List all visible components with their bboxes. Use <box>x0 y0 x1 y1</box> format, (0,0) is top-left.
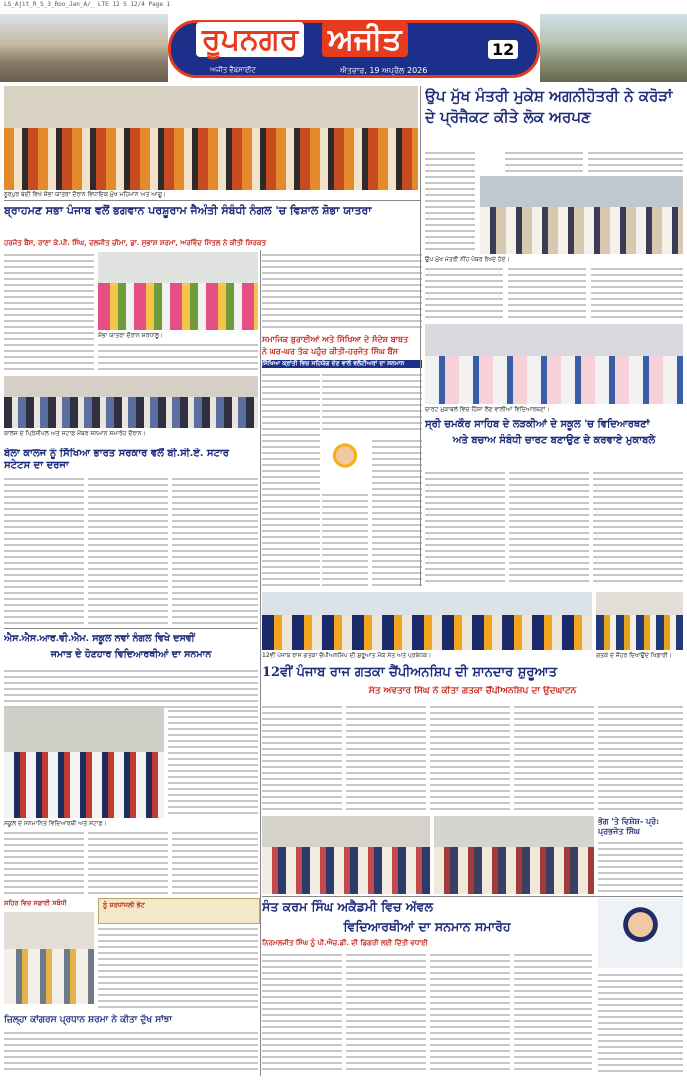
masthead-right-photo <box>540 14 687 82</box>
masthead-title-paper: ਅਜੀਤ <box>322 22 408 57</box>
article-text <box>346 704 426 810</box>
headline-bains-2: ਨੇ ਘਰ-ਘਰ ਤੱਕ ਪਹੁੰਚ ਕੀਤੀ-ਹਰਜੋਤ ਸਿੰਘ ਬੈਂਸ <box>262 346 398 356</box>
chart-caption: ਚਾਰਟ ਮੁਕਾਬਲੇ ਵਿਚ ਹਿੱਸਾ ਲੈਣ ਵਾਲੀਆਂ ਵਿਦਿਆਰਥਣਾਂ। <box>425 406 550 413</box>
academy-photo-left <box>262 816 430 894</box>
notice-box <box>98 898 260 924</box>
subhead-gatka: ਸੰਤ ਅਵਤਾਰ ਸਿੰਘ ਨੇ ਕੀਤਾ ਗਤਕਾ ਚੈਂਪੀਅਨਸ਼ਿਪ ਦਾ ਉਦਘਾਟਨ <box>368 686 577 696</box>
gatka-caption: 12ਵੀਂ ਪੰਜਾਬ ਰਾਜ ਗਤਕਾ ਚੈਂਪੀਅਨਸ਼ਿਪ ਦੀ ਸ਼ੁਰੂਆਤ ਮੌਕੇ ਸੰਤ ਅਤੇ ਪ੍ਰਬੰਧਕ। <box>262 652 432 659</box>
article-text <box>262 704 342 810</box>
print-slug: LS_Ajit_R_S_3_Roo_Jan_A/_ LTE 12 S 12/4 Page 1 <box>4 1 171 8</box>
article-text <box>514 952 592 1074</box>
headline-girls-school-2: ਅਤੇ ਬਚਾਅ ਸੰਬੰਧੀ ਚਾਰਟ ਬਣਾਉਣ ਦੇ ਕਰਵਾਏ ਮੁਕਾਬਲੇ <box>452 435 656 446</box>
article-text <box>172 476 258 626</box>
procession-caption: ਸ਼ੋਭਾ ਯਾਤਰਾ ਦੌਰਾਨ ਸ਼ਰਧਾਲੂ। <box>98 332 163 339</box>
notice-box-title: ਨੂੰ ਸ਼ਰਧਾਂਜਲੀ ਭੇਟ <box>103 901 145 909</box>
headline-dcm: ਉਪ ਮੁੱਖ ਮੰਤਰੀ ਮੁਕੇਸ਼ ਅਗਨੀਹੋਤਰੀ ਨੇ ਕਰੋੜਾਂ ਦੇ ਪ੍ਰੋਜੈਕਟ ਕੀਤੇ ਲੋਕ ਅਰਪਣ <box>425 87 673 126</box>
section-rule <box>4 628 258 629</box>
headline-condolence: ਜ਼ਿਲ੍ਹਾ ਕਾਂਗਰਸ ਪ੍ਰਧਾਨ ਸ਼ਰਮਾ ਨੇ ਕੀਤਾ ਦੁੱਖ ਸਾਂਝਾ <box>4 1015 172 1025</box>
headline-girls-school: ਸ੍ਰੀ ਚਮਕੌਰ ਸਾਹਿਬ ਦੇ ਲੜਕੀਆਂ ਦੇ ਸਕੂਲ 'ਚ ਵਿਦਿਆਰਥਣਾਂ <box>425 419 650 430</box>
top-photo <box>4 86 418 190</box>
ssrvm-photo <box>4 708 164 818</box>
article-text <box>425 470 505 586</box>
article-text <box>4 252 94 372</box>
masthead-subtitle: ਅਜੀਤ ਵੈੱਬਸਾਈਟ <box>210 66 256 74</box>
masthead-left-photo <box>0 14 168 82</box>
article-text <box>98 926 258 1012</box>
article-text <box>262 252 422 330</box>
print-footer <box>0 1080 687 1089</box>
dcm-photo <box>480 176 683 254</box>
page-number: 12 <box>488 40 518 59</box>
article-text <box>262 952 342 1074</box>
headline-ssrvm: ਐਸ.ਐਸ.ਆਰ.ਵੀ.ਐਮ. ਸਕੂਲ ਨਵਾਂ ਨੰਗਲ ਵਿਖੇ ਦਸਵੀਂ <box>4 633 195 644</box>
procession-photo <box>98 252 258 330</box>
ssrvm-caption: ਸਕੂਲ ਦੇ ਸਨਮਾਨਿਤ ਵਿਦਿਆਰਥੀ ਅਤੇ ਸਟਾਫ਼। <box>4 820 107 827</box>
article-text <box>346 952 426 1074</box>
article-text <box>509 470 589 586</box>
article-text <box>4 1030 258 1074</box>
headline-bhog: ਭੋਗ 'ਤੇ ਵਿਸ਼ੇਸ਼- ਪ੍ਰੋ: ਪ੍ਰਭਜੋਤ ਸਿੰਘ <box>598 816 660 836</box>
article-text <box>88 476 168 626</box>
article-text <box>98 342 258 372</box>
gatka-photo-right <box>596 592 683 650</box>
college-caption: ਕਾਲਜ ਦੇ ਪ੍ਰਿੰਸੀਪਲ ਅਤੇ ਸਟਾਫ਼ ਮੈਂਬਰ ਸਨਮਾਨ ਸਮਾਰੋਹ ਦੌਰਾਨ। <box>4 430 146 437</box>
subhead-bains: ਸਿੱਖਿਆ ਕ੍ਰਾਂਤੀ ਵਿਚ ਸਹਿਯੋਗ ਦੇਣ ਵਾਲੇ ਵਲੰਟੀਅਰਾਂ ਦਾ ਸਨਮਾਨ <box>262 360 422 368</box>
article-text <box>172 830 258 894</box>
masthead-title-city: ਰੂਪਨਗਰ <box>196 22 304 57</box>
article-text <box>4 668 258 708</box>
article-text <box>514 704 594 810</box>
section-rule <box>4 200 420 201</box>
section-rule <box>262 896 683 897</box>
article-text <box>591 266 683 322</box>
article-text <box>322 492 368 588</box>
headline-gatka: 12ਵੀਂ ਪੰਜਾਬ ਰਾਜ ਗਤਕਾ ਚੈਂਪੀਅਨਸ਼ਿਪ ਦੀ ਸ਼ਾਨਦਾਰ ਸ਼ੁਰੂਆਤ <box>262 665 557 680</box>
subhead-academy: ਨਿਰਮਲਜੀਤ ਸਿੰਘ ਨੂੰ ਪੀ.ਐਚ.ਡੀ. ਦੀ ਡਿਗਰੀ ਲਈ ਦਿੱਤੀ ਵਧਾਈ <box>262 938 428 947</box>
article-text <box>372 438 422 588</box>
academy-photo-right <box>434 816 594 894</box>
article-text <box>4 476 84 626</box>
headline-procession: ਬ੍ਰਾਹਮਣ ਸਭਾ ਪੰਜਾਬ ਵਲੋਂ ਭਗਵਾਨ ਪਰਸ਼ੂਰਾਮ ਜੈਅੰਤੀ ਸੰਬੰਧੀ ਨੰਗਲ 'ਚ ਵਿਸ਼ਾਲ ਸ਼ੋਭਾ ਯਾਤਰਾ <box>4 204 372 217</box>
headline-ssrvm-2: ਜਮਾਤ ਦੇ ਹੋਣਹਾਰ ਵਿਦਿਆਰਥੀਆਂ ਦਾ ਸਨਮਾਨ <box>50 649 212 660</box>
gatka-photo-left <box>262 592 592 650</box>
article-text <box>425 150 475 254</box>
gatka-caption-right: ਗਤਕੇ ਦੇ ਜੌਹਰ ਦਿਖਾਉਂਦੇ ਖਿਡਾਰੀ। <box>596 652 672 659</box>
portrait-bains <box>322 438 368 488</box>
article-text <box>588 150 683 176</box>
article-text <box>598 972 683 1074</box>
article-text <box>430 952 510 1074</box>
article-text <box>430 704 510 810</box>
chart-competition-photo <box>425 324 683 404</box>
article-text <box>262 372 320 588</box>
article-text <box>4 830 84 894</box>
condolence-photo <box>4 912 94 1004</box>
column-rule <box>260 250 261 1076</box>
article-text <box>593 470 683 586</box>
top-photo-caption: ਨੂਰਪੁਰ ਬੇਦੀ ਵਿਖੇ ਸ਼ੋਭਾ ਯਾਤਰਾ ਦੌਰਾਨ ਵਿਧਾਇਕ ਮੁੱਖ ਮਹਿਮਾਨ ਅਤੇ ਆਗੂ। <box>4 191 167 198</box>
headline-bela-college: ਬੇਲਾ ਕਾਲਜ ਨੂੰ ਸਿੱਖਿਆ ਭਾਰਤ ਸਰਕਾਰ ਵਲੋਂ ਬੀ.ਸੀ.ਏ. ਸਟਾਰ ਸਟੇਟਸ ਦਾ ਦਰਜਾ <box>4 448 229 471</box>
article-text <box>322 372 422 434</box>
headline-small-box: ਸ਼ਹਿਰ ਵਿਚ ਸਫ਼ਾਈ ਸਬੰਧੀ <box>4 899 67 907</box>
column-rule <box>420 86 421 586</box>
headline-academy: ਸੰਤ ਕਰਮ ਸਿੰਘ ਅਕੈਡਮੀ ਵਿਚ ਅੱਵਲ <box>262 899 433 914</box>
headline-academy-2: ਵਿਦਿਆਰਥੀਆਂ ਦਾ ਸਨਮਾਨ ਸਮਾਰੋਹ <box>343 919 511 934</box>
masthead-date: ਐਤਵਾਰ, 19 ਅਪ੍ਰੈਲ 2026 <box>340 66 428 75</box>
dcm-caption: ਉਪ ਮੁੱਖ ਮੰਤਰੀ ਨੀਂਹ ਪੱਥਰ ਰੱਖਦੇ ਹੋਏ। <box>425 256 510 263</box>
article-text <box>505 150 583 176</box>
article-text <box>508 266 586 322</box>
article-text <box>598 840 683 894</box>
portrait-prabhjot <box>598 898 683 968</box>
subhead-procession: ਹਰਜੋਤ ਬੈਂਸ, ਰਾਣਾ ਕੇ.ਪੀ. ਸਿੰਘ, ਦਲਜੀਤ ਚੀਮਾ, ਡਾ. ਸੁਭਾਸ਼ ਸ਼ਰਮਾ, ਅਰਵਿੰਦ ਮਿੱਤਲ ਨੇ ਕੀਤੀ ਸ਼ਿਰਕਤ <box>4 238 267 247</box>
article-text <box>168 708 258 818</box>
college-photo <box>4 376 258 428</box>
article-text <box>598 704 683 810</box>
headline-bains: ਸਮਾਜਿਕ ਬੁਰਾਈਆਂ ਅਤੇ ਸਿੱਖਿਆ ਦੇ ਸੰਦੇਸ਼ ਬਾਬਤ <box>262 334 409 344</box>
article-text <box>88 830 168 894</box>
article-text <box>425 266 503 322</box>
